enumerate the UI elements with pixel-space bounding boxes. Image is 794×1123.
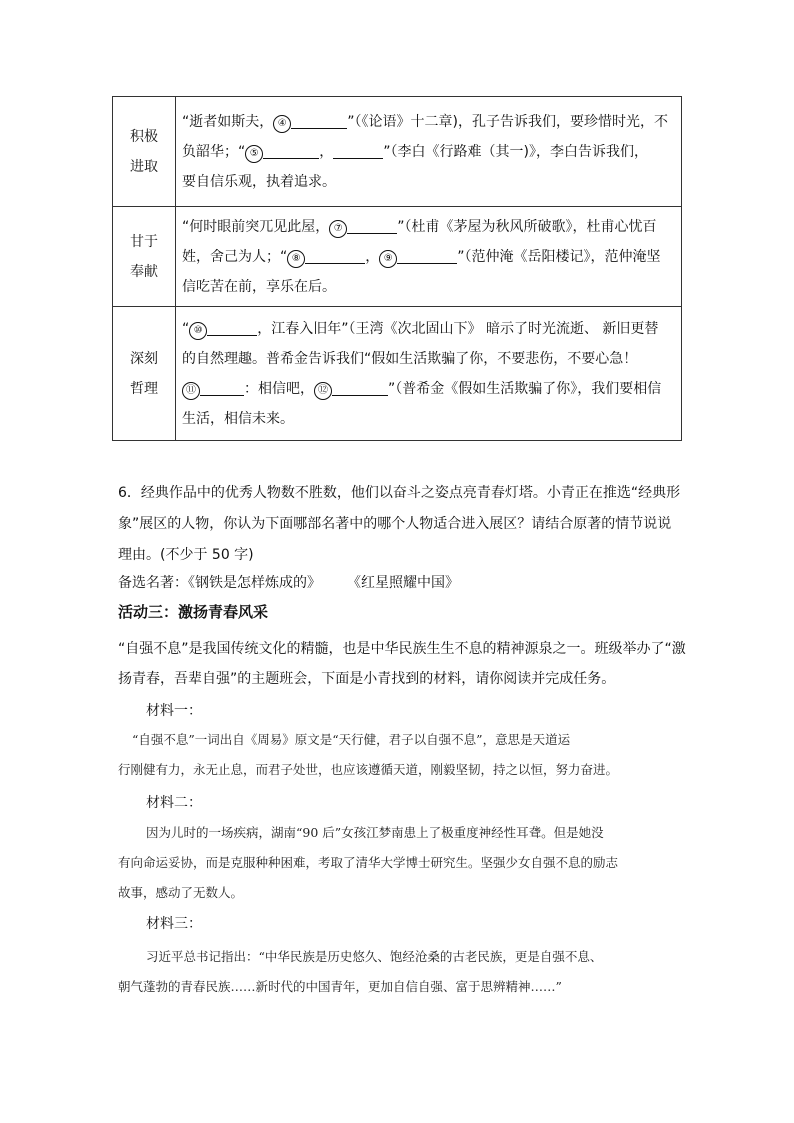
text: 姓，舍己为人；“ (182, 248, 288, 265)
books-label: 备选名著： (118, 575, 188, 591)
text: 的自然理趣。普希金告诉我们“假如生活欺骗了你，不要悲伤，不要心急！ (182, 350, 638, 367)
blank-number: ⑪ (182, 382, 200, 400)
text: ：相信吧， (244, 380, 314, 397)
question-6 (118, 478, 688, 571)
text: “逝者如斯夫， (182, 113, 274, 130)
activity-3-intro (118, 634, 688, 694)
table-row (113, 307, 682, 441)
intro-text: 扬青春，吾辈自强”的主题班会，下面是小青找到的材料，请你阅读并完成任务。 (118, 671, 616, 687)
text: 生活，相信未来。 (182, 410, 294, 427)
content-cell (176, 97, 682, 207)
answer-blank[interactable] (207, 319, 257, 336)
blank-number: ⑦ (329, 220, 347, 238)
text: ”（范仲淹《岳阳楼记》，范仲淹坚 (457, 248, 661, 265)
text: ”（《论语》十二章)，孔子告诉我们，要珍惜时光，不 (347, 113, 668, 130)
blank-number: ⑧ (287, 250, 305, 268)
material-text: 因为儿时的一场疾病，湖南“90 后”女孩江梦南患上了极重度神经性耳聋。但是她没 (146, 825, 604, 840)
text: ”（杜甫《茅屋为秋风所破歌》，杜甫心忧百 (397, 218, 657, 235)
category-cell (113, 207, 176, 307)
question-text: 理由。(不少于 50 字) (118, 547, 254, 563)
category-label: 进取 (130, 158, 158, 175)
material-3-label: 材料三： (146, 916, 202, 932)
category-label: 深刻 (130, 350, 158, 367)
content-cell (176, 207, 682, 307)
material-text: 有向命运妥协，而是克服种种困难，考取了清华大学博士研究生。坚强少女自强不息的励志 (118, 855, 619, 870)
answer-blank[interactable] (200, 379, 244, 396)
answer-blank[interactable] (263, 142, 319, 159)
blank-number: ⑨ (379, 250, 397, 268)
text: ”（李白《行路难（其一)》，李白告诉我们， (383, 143, 648, 160)
answer-blank[interactable] (305, 247, 365, 264)
text: ， (319, 143, 334, 160)
book-title: 《钢铁是怎样炼成的》 (188, 575, 321, 591)
category-label: 积极 (130, 128, 158, 145)
blank-number: ⑤ (245, 145, 263, 163)
text: 信吃苦在前，享乐在后。 (182, 278, 336, 295)
text: 负韶华；“ (182, 143, 246, 160)
material-2-label: 材料二： (146, 795, 202, 811)
activity-3-heading: 活动三：激扬青春风采 (118, 603, 269, 621)
text: 要自信乐观，执着追求。 (182, 173, 336, 190)
text: ， (365, 248, 380, 265)
material-text: 习近平总书记指出：“中华民族是历史悠久、饱经沧桑的古老民族，更是自强不息、 (146, 949, 603, 964)
text: “何时眼前突兀见此屋， (182, 218, 330, 235)
blank-number: ④ (273, 115, 291, 133)
poem-fill-table (112, 96, 682, 441)
category-cell (113, 97, 176, 207)
category-label: 哲理 (130, 380, 158, 397)
table-row (113, 207, 682, 307)
text: ，江春入旧年”（王湾《次北固山下》 暗示了时光流逝、 新旧更替 (257, 320, 659, 337)
material-text: 行刚健有力，永无止息，而君子处世，也应该遵循天道，刚毅坚韧，持之以恒，努力奋进。 (118, 762, 619, 777)
material-1-label: 材料一： (146, 703, 202, 719)
answer-blank[interactable] (332, 379, 388, 396)
candidate-books (118, 572, 688, 594)
answer-blank[interactable] (397, 247, 457, 264)
material-3-text (118, 942, 716, 1002)
text: “ (182, 320, 190, 337)
blank-number: ⑫ (314, 382, 332, 400)
category-cell (113, 307, 176, 441)
material-text: 故事，感动了无数人。 (118, 885, 244, 900)
material-text: “自强不息”一词出自《周易》原文是“天行健，君子以自强不息”，意思是天道运 (132, 732, 571, 747)
material-text: 朝气蓬勃的青春民族……新时代的中国青年，更加自信自强、富于思辨精神……” (118, 979, 562, 994)
table-row (113, 97, 682, 207)
category-label: 甘于 (130, 233, 158, 250)
text: ”（普希金《假如生活欺骗了你》，我们要相信 (388, 380, 662, 397)
question-text: 6．经典作品中的优秀人物数不胜数，他们以奋斗之姿点亮青春灯塔。小青正在推选“经典形 (118, 485, 681, 501)
question-text: 象”展区的人物，你认为下面哪部名著中的哪个人物适合进入展区？请结合原著的情节说说 (118, 516, 672, 532)
intro-text: “自强不息”是我国传统文化的精髓，也是中华民族生生不息的精神源泉之一。班级举办了“激 (118, 641, 686, 657)
category-label: 奉献 (130, 263, 158, 280)
answer-blank[interactable] (333, 142, 383, 159)
answer-blank[interactable] (347, 217, 397, 234)
content-cell (176, 307, 682, 441)
blank-number: ⑩ (189, 322, 207, 340)
material-2-text (118, 818, 716, 908)
answer-blank[interactable] (291, 112, 347, 129)
material-1-text (118, 725, 702, 785)
book-title: 《红星照耀中国》 (347, 575, 459, 591)
